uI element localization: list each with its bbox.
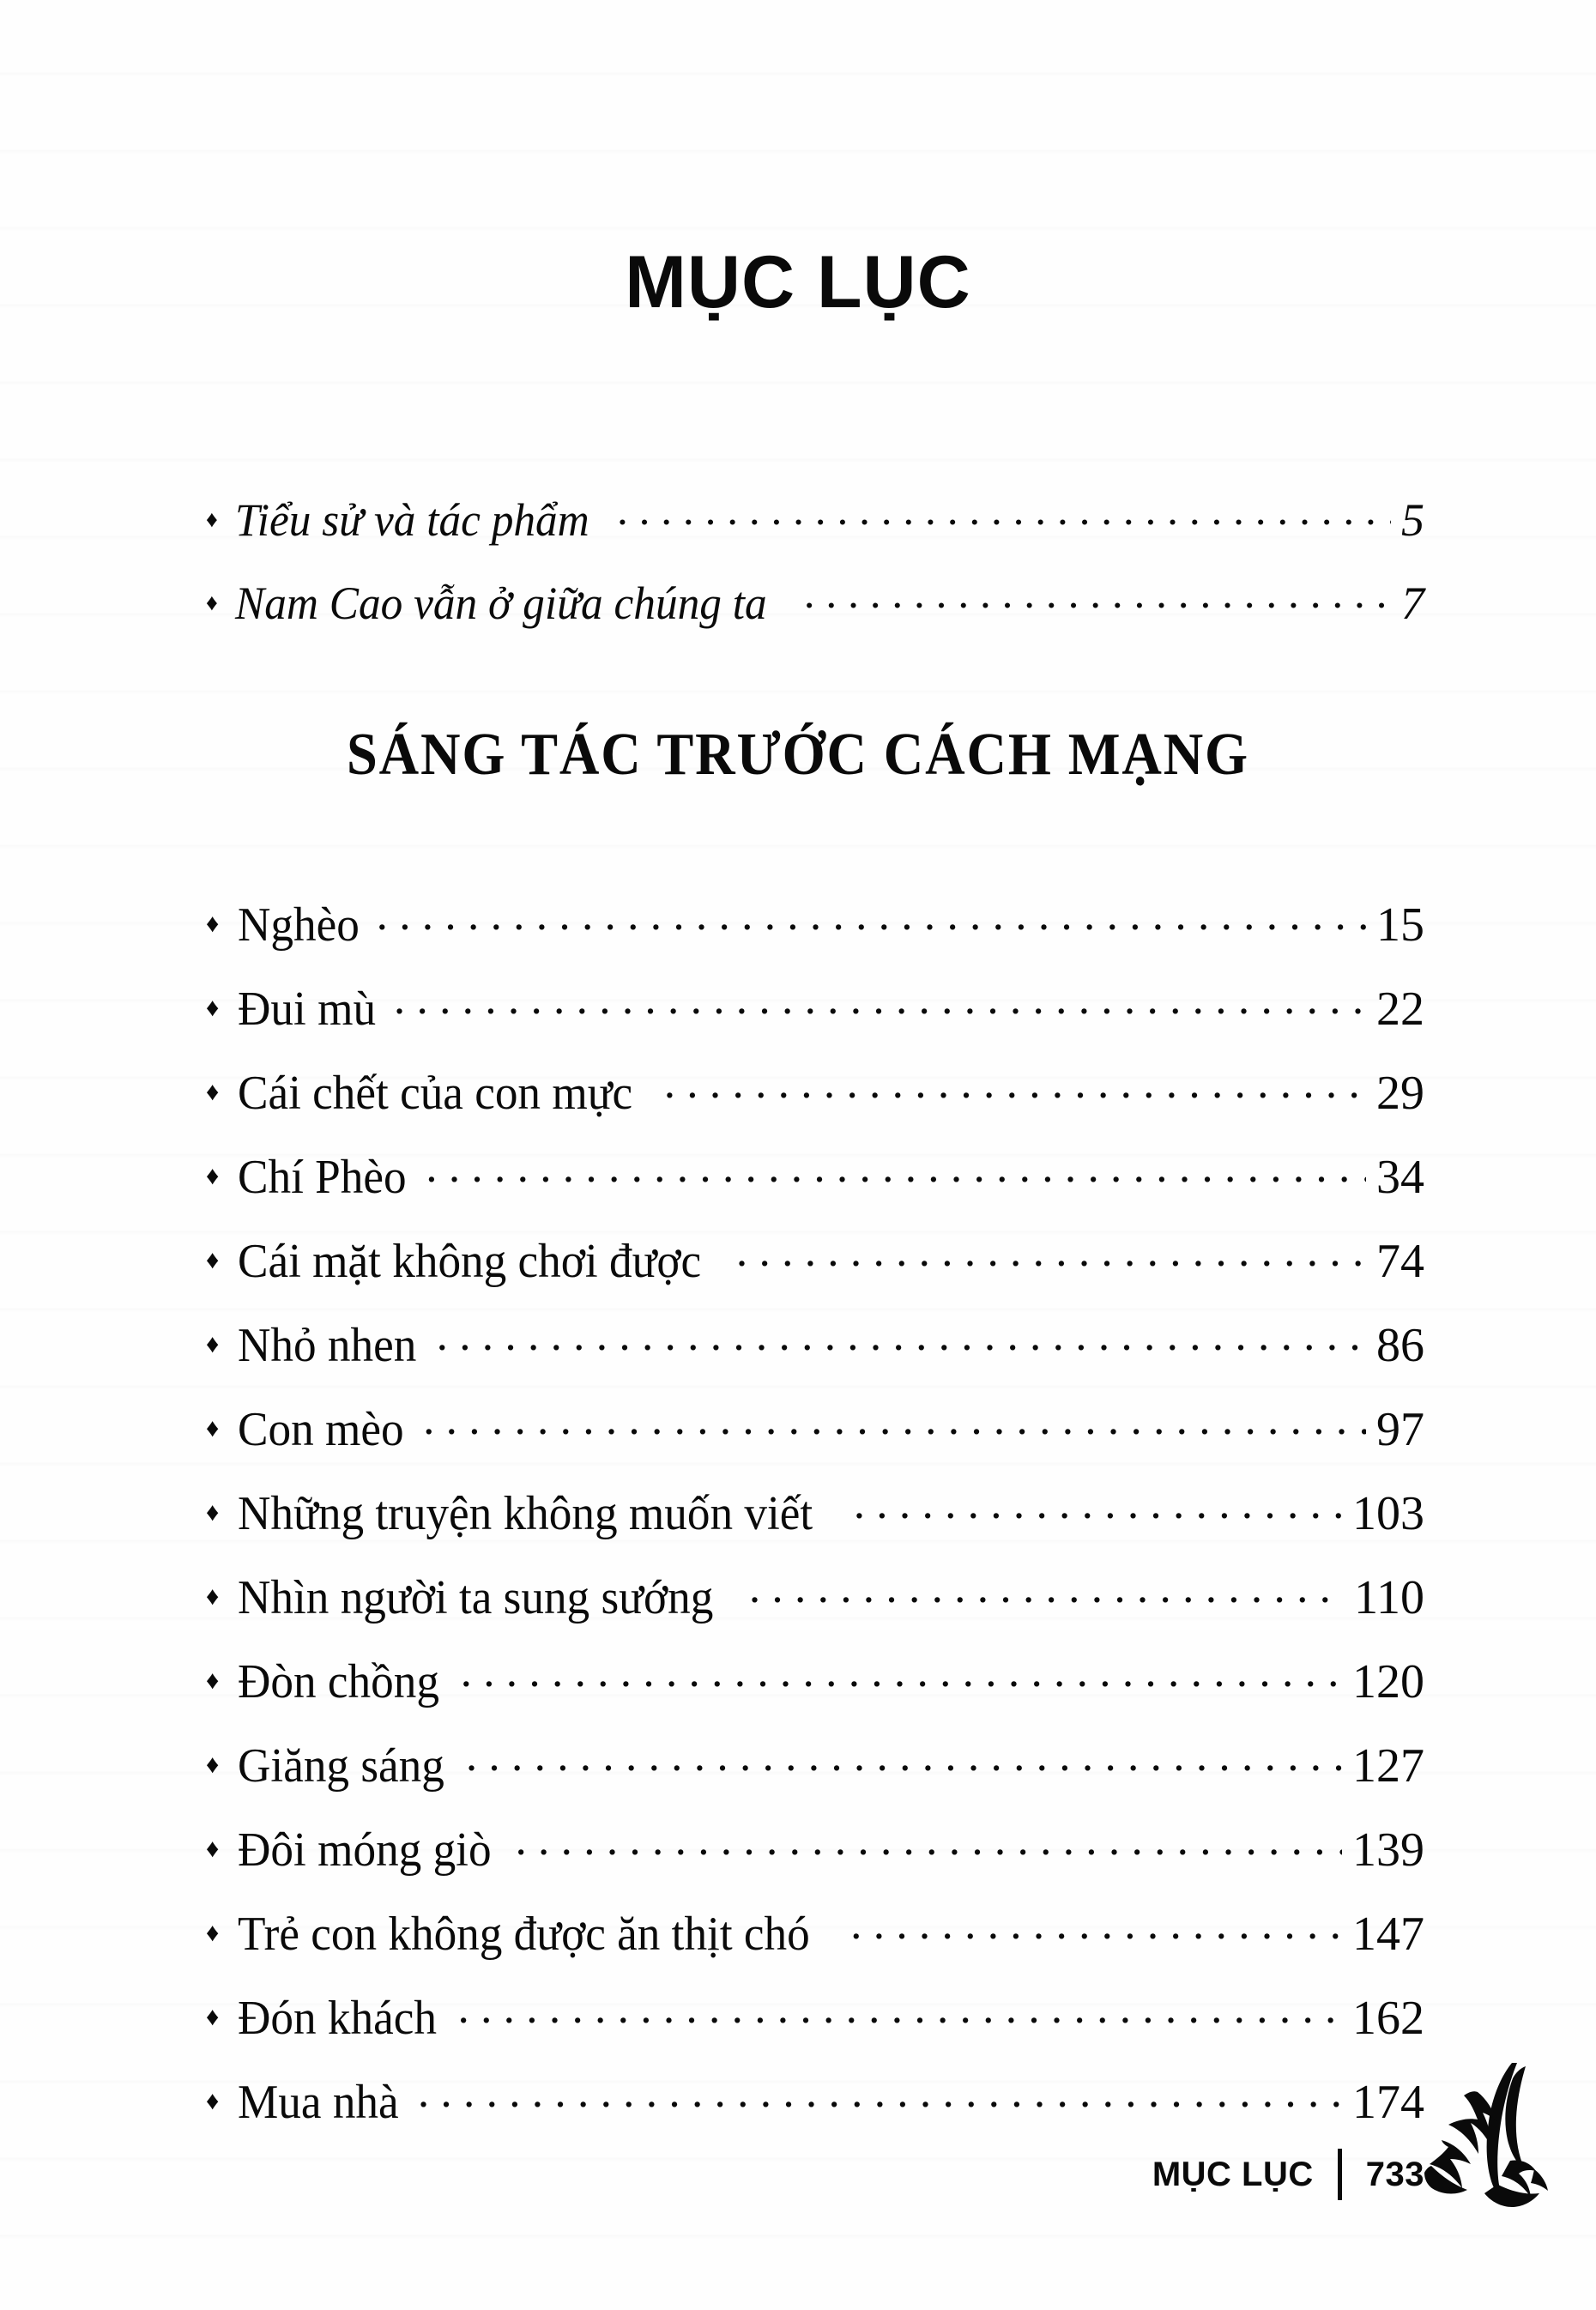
- toc-entry-page: 7: [1401, 578, 1424, 629]
- diamond-bullet-icon: ♦: [206, 1582, 220, 1611]
- toc-entry-page: 86: [1376, 1319, 1424, 1372]
- diamond-bullet-icon: ♦: [206, 590, 218, 615]
- toc-entry-label: Đôi móng giò: [238, 1823, 492, 1877]
- toc-entry[interactable]: [206, 1817, 1424, 1877]
- diamond-bullet-icon: ♦: [206, 1246, 220, 1274]
- diamond-bullet-icon: ♦: [206, 1078, 220, 1106]
- diamond-bullet-icon: ♦: [206, 1414, 220, 1442]
- toc-entry[interactable]: [206, 572, 1424, 629]
- dot-leader: [664, 1061, 1366, 1109]
- toc-entry-page: 22: [1376, 983, 1424, 1036]
- toc-entry[interactable]: [206, 977, 1424, 1036]
- toc-entry[interactable]: [206, 1061, 1424, 1120]
- toc-entry-page: 15: [1376, 898, 1424, 952]
- toc-entry-page: 34: [1376, 1151, 1424, 1204]
- dot-leader: [749, 1565, 1344, 1613]
- toc-entry-page: 174: [1352, 2076, 1424, 2129]
- toc-entry[interactable]: [206, 1145, 1424, 1204]
- diamond-bullet-icon: ♦: [206, 1162, 220, 1190]
- dot-leader: [850, 1902, 1342, 1950]
- toc-entry[interactable]: [206, 489, 1424, 546]
- toc-entry-page: 147: [1352, 1908, 1424, 1961]
- page-title: MỤC LỤC: [625, 241, 971, 324]
- diamond-bullet-icon: ♦: [206, 1330, 220, 1358]
- footer-label: MỤC LỤC: [1152, 2155, 1314, 2193]
- toc-entry-label: Đòn chồng: [238, 1655, 440, 1708]
- toc-entry-page: 97: [1376, 1403, 1424, 1456]
- dot-leader: [618, 489, 1391, 535]
- toc-entry[interactable]: [206, 1902, 1424, 1961]
- diamond-bullet-icon: ♦: [206, 1835, 220, 1863]
- dot-leader: [805, 572, 1391, 619]
- toc-entry-label: Cái chết của con mực: [238, 1067, 633, 1120]
- toc-entry-label: Tiểu sử và tác phẩm: [234, 494, 589, 546]
- toc-entry-label: Nhìn người ta sung sướng: [238, 1571, 714, 1624]
- toc-entry[interactable]: [206, 892, 1424, 952]
- diamond-bullet-icon: ♦: [206, 1751, 220, 1779]
- dot-leader: [461, 1649, 1342, 1697]
- diamond-bullet-icon: ♦: [206, 1666, 220, 1695]
- toc-entry-page: 127: [1352, 1739, 1424, 1793]
- toc-entry-label: Trẻ con không được ăn thịt chó: [238, 1908, 811, 1961]
- footer-divider: [1338, 2149, 1342, 2200]
- toc-entry[interactable]: [206, 1649, 1424, 1706]
- footer-page-number: 733: [1365, 2155, 1424, 2193]
- toc-entry-page: 74: [1376, 1235, 1424, 1288]
- toc-entry[interactable]: [206, 2070, 1424, 2129]
- dot-leader: [377, 892, 1366, 940]
- toc-entry[interactable]: [206, 1733, 1424, 1793]
- dot-leader: [466, 1733, 1342, 1781]
- toc-entry-page: 29: [1376, 1067, 1424, 1120]
- dot-leader: [426, 1145, 1366, 1193]
- toc-entry[interactable]: [206, 1229, 1424, 1288]
- dot-leader: [394, 977, 1366, 1025]
- diamond-bullet-icon: ♦: [206, 2003, 220, 2031]
- page-footer: [1152, 2149, 1424, 2200]
- toc-entry-page: 139: [1352, 1823, 1424, 1877]
- toc-entry-label: Giăng sáng: [238, 1739, 445, 1793]
- toc-entry-label: Con mèo: [238, 1403, 404, 1456]
- toc-entry-page: 162: [1352, 1992, 1424, 2045]
- diamond-bullet-icon: ♦: [206, 1919, 220, 1947]
- toc-entry-label: Nam Cao vẫn ở giữa chúng ta: [234, 578, 767, 629]
- toc-entry-label: Nhỏ nhen: [238, 1319, 417, 1372]
- diamond-bullet-icon: ♦: [206, 1498, 220, 1527]
- dot-leader: [457, 1986, 1342, 2034]
- toc-entry[interactable]: [206, 1481, 1424, 1538]
- toc-entry[interactable]: [206, 1313, 1424, 1370]
- dot-leader: [418, 2070, 1342, 2118]
- calligraphic-flourish-icon: [1416, 2058, 1579, 2229]
- intro-entry-list: [206, 489, 1424, 656]
- toc-entry-label: Nghèo: [238, 898, 360, 952]
- section-heading: SÁNG TÁC TRƯỚC CÁCH MẠNG: [347, 722, 1249, 788]
- section-entry-list: [206, 892, 1424, 2154]
- toc-entry-label: Mua nhà: [238, 2076, 399, 2129]
- toc-entry-page: 120: [1352, 1655, 1424, 1708]
- diamond-bullet-icon: ♦: [206, 910, 220, 938]
- toc-entry-page: 5: [1401, 494, 1424, 546]
- toc-entry-label: Chí Phèo: [238, 1151, 407, 1204]
- toc-entry-page: 110: [1354, 1571, 1424, 1624]
- dot-leader: [437, 1313, 1366, 1361]
- toc-entry-label: Những truyện không muốn viết: [238, 1487, 813, 1540]
- toc-entry[interactable]: [206, 1397, 1424, 1454]
- diamond-bullet-icon: ♦: [206, 2087, 220, 2115]
- toc-entry[interactable]: [206, 1565, 1424, 1622]
- dot-leader: [736, 1229, 1366, 1277]
- diamond-bullet-icon: ♦: [206, 994, 220, 1022]
- toc-entry-label: Cái mặt không chơi được: [238, 1235, 702, 1288]
- toc-entry[interactable]: [206, 1986, 1424, 2045]
- dot-leader: [423, 1397, 1366, 1445]
- toc-entry-label: Đón khách: [238, 1992, 438, 2045]
- dot-leader: [854, 1481, 1342, 1529]
- diamond-bullet-icon: ♦: [206, 506, 218, 532]
- toc-entry-label: Đui mù: [238, 983, 377, 1036]
- dot-leader: [515, 1817, 1342, 1866]
- toc-entry-page: 103: [1352, 1487, 1424, 1540]
